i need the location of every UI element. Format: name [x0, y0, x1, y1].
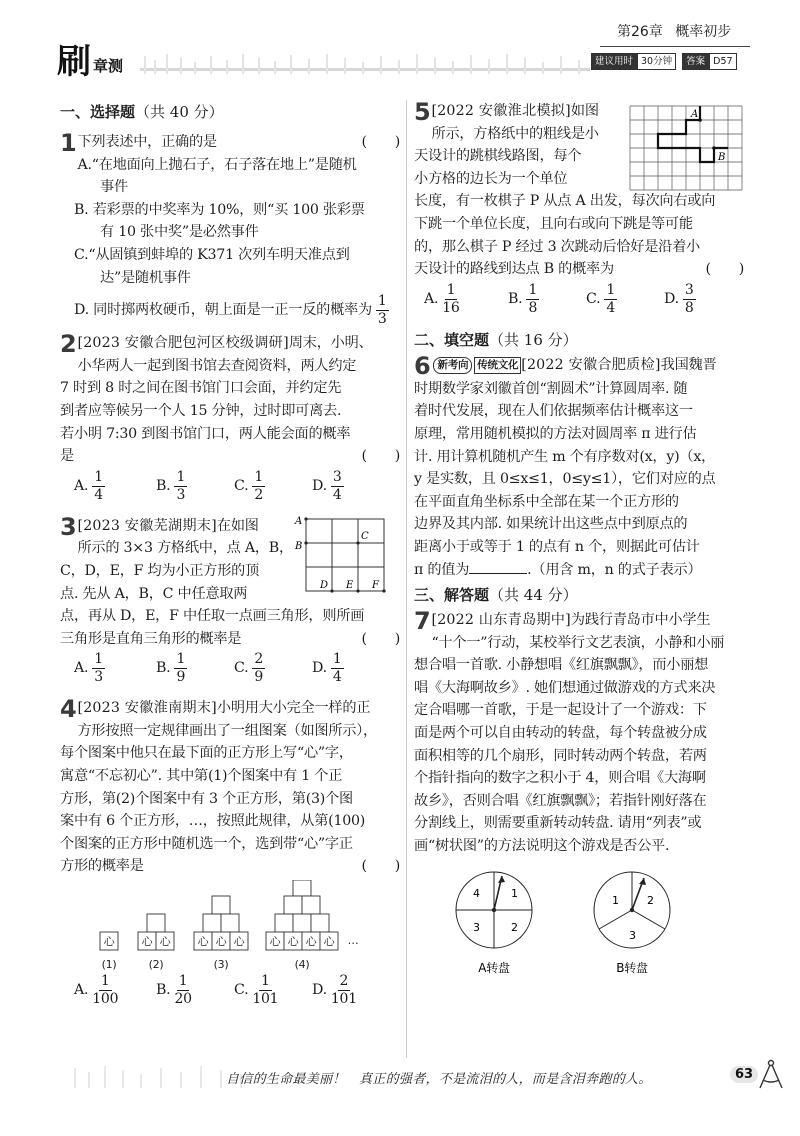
option-b: B. $\frac{1}{8}$ — [508, 281, 538, 316]
svg-text:心: 心 — [233, 935, 245, 949]
svg-text:1: 1 — [511, 886, 518, 900]
question-number: 1 — [60, 129, 77, 157]
option-b: B. $\frac{1}{20}$ — [156, 973, 192, 1008]
option-c: C. $\frac{1}{101}$ — [234, 973, 279, 1008]
logo-main: 刷 — [57, 42, 91, 82]
question-6: 6 新考向 传统文化 [2022 安徽合肥质检] 我国魏晋 时期数学家刘徽首创“割圆术”计算圆周率. 随 着时代发展，现在人们依据频率估计概率这一 原理，常用随机模拟的方法对圆周率 π 进行估 计. 用计算机随机产生 m 个有序数对(x，y)（x， y 是实数，且 0≤x≤1，0≤y≤1），它们对应的点 在平面直角坐标系中全部在某一个正方形的 边界及其内部. 如果统计出这些点中到原点的 距离小于或等于 1 的点有 n 个，则据此可估计 π 的值为 .（用含 m，n 的式子表示） — [414, 351, 717, 578]
svg-text:1: 1 — [612, 893, 619, 907]
svg-text:心: 心 — [323, 935, 335, 949]
option-b: B. $\frac{1}{9}$ — [156, 651, 186, 686]
left-column — [60, 100, 400, 1017]
time-box — [591, 53, 737, 70]
page-number: 63 — [730, 1066, 758, 1083]
question-number: 5 — [414, 98, 431, 126]
question-number: 4 — [60, 695, 77, 724]
column-divider — [406, 100, 407, 1058]
svg-text:3: 3 — [629, 928, 636, 942]
svg-text:2: 2 — [511, 920, 518, 934]
answer-blank[interactable] — [469, 560, 527, 574]
grid-label-a: A — [295, 515, 302, 527]
fig-label-2: (2) — [148, 958, 164, 972]
svg-text:心: 心 — [141, 935, 153, 949]
option-a: A. $\frac{1}{4}$ — [74, 468, 103, 503]
time-value: 30分钟 — [637, 53, 676, 70]
header-rule — [600, 46, 750, 47]
option-c: C.“从固镇到蚌埠的 K371 次列车明天准点到 — [74, 246, 350, 263]
fig-label-4: (4) — [294, 958, 310, 972]
question-number: 3 — [60, 512, 77, 541]
compass-icon — [755, 1058, 787, 1092]
header-strip-pattern — [140, 52, 590, 78]
option-d: D. 同时掷两枚硬币，朝上面是一正一反的概率为 $\frac{1}{3}$ — [74, 293, 387, 328]
option-a: A. $\frac{1}{16}$ — [424, 281, 460, 316]
svg-text:心: 心 — [215, 935, 227, 949]
options — [60, 469, 400, 513]
svg-text:4: 4 — [473, 886, 480, 900]
option-c: C. $\frac{1}{4}$ — [586, 281, 616, 316]
question-source: [2023 安徽淮南期末] — [77, 700, 217, 717]
spinner-b-label: B转盘 — [616, 960, 648, 975]
answer-page: D57 — [709, 53, 736, 70]
tag-culture: 传统文化 — [474, 357, 521, 374]
point-a-label: A — [691, 109, 698, 120]
grid-label-d: D — [320, 579, 328, 591]
svg-text:心: 心 — [159, 935, 171, 949]
logo — [57, 44, 123, 80]
checker-path-grid — [628, 104, 744, 192]
question-source: [2023 安徽合肥包河区校级调研] — [77, 335, 289, 352]
options — [60, 651, 400, 695]
question-source: [2022 安徽合肥质检] — [521, 357, 661, 374]
svg-text:心: 心 — [197, 935, 209, 949]
chapter-title — [617, 21, 731, 41]
question-number: 2 — [60, 330, 77, 359]
spinner-figure — [420, 866, 720, 996]
option-a: A. $\frac{1}{100}$ — [74, 973, 119, 1008]
tag-new: 新考向 — [433, 357, 472, 374]
pattern-figure — [60, 880, 360, 972]
footer-motto: 自信的生命最美丽！ 真正的强者，不是流泪的人，而是含泪奔跑的人。 — [226, 1072, 652, 1087]
option-c: C. $\frac{2}{9}$ — [234, 651, 264, 686]
option-d: D. $\frac{3}{4}$ — [312, 468, 342, 503]
question-2: 2 [2023 安徽合肥包河区校级调研]周末，小明、 小华两人一起到图书馆去查阅资料，两人约定 7 时到 8 时之间在图书馆门口会面，并约定先 到者应等候另一个人 15 分钟，过时即可离去. 若小明 7:30 到图书馆门口，两人能会面的概率 是 ( ) A. $\frac{1}{4}$ B. $\frac{1}{3}$ C. $\frac{1}{2}$ D. $\frac{3}{4}$ — [60, 332, 400, 513]
question-4: 4 [2023 安徽淮南期末]小明用大小完全一样的正 方形按照一定规律画出了一组图案（如图所示）， 每个图案中他只在最下面的正方形上写“心”字， 寓意“不忘初心”. 其中第(1)个图案中有 1 个正 方形，第(2)个图案中有 3 个正方形，第(3)个图 案中有 6 个正方形，…，按照此规律，从第(100) 个图案的正方形中随机选一个，选到带“心”字正 方形的概率是 ( ) 心 心 心 心 心 心 心 心 心 心 … (1) (2) (3) (4) A. $\frac{1}{100}$ B. $\frac{1}{20}$ C. $\frac{1}{101}$ D. $\frac{2}{101}$ — [60, 697, 400, 1017]
svg-text:心: 心 — [103, 935, 115, 949]
svg-text:心: 心 — [287, 935, 299, 949]
svg-text:3: 3 — [473, 920, 480, 934]
ellipsis: … — [347, 934, 359, 948]
option-a: A.“在地面向上抛石子，石子落在地上”是随机 — [77, 156, 357, 173]
question-3: A B C D E F 3 [2023 安徽芜湖期末]在如图 所示的 3×3 方格纸中，点 A，B， C，D，E，F 均为小正方形的顶 点. 先从 A，B，C 中任意取两 点，再从 D，E，F 中任取一点画三角形，则所画 三角形是直角三角形的概率是 ( ) A. $\frac{1}{3}$ B. $\frac{1}{9}$ C. $\frac{2}{9}$ D. $\frac{1}{4}$ — [60, 515, 400, 696]
question-source: [2022 安徽淮北模拟] — [431, 103, 571, 119]
grid-label-f: F — [372, 579, 379, 591]
option-b: B. 若彩票的中奖率为 10%，则“买 100 张彩票 — [74, 201, 365, 218]
question-number: 7 — [414, 607, 431, 636]
grid-label-b: B — [295, 540, 303, 552]
spinner-b — [594, 872, 670, 975]
logo-sub: 章测 — [93, 57, 124, 75]
time-label: 建议用时 — [591, 53, 637, 70]
options — [60, 973, 400, 1017]
point-b-label: B — [718, 152, 726, 163]
option-d: D. $\frac{3}{8}$ — [664, 281, 694, 316]
question-1: 1 下列表述中，正确的是 ( ) A.“在地面向上抛石子，石子落在地上”是随机 事件 B. 若彩票的中奖率为 10%，则“买 100 张彩票 有 10 张中奖”是必然事件 C.“从固镇到蚌埠的 K371 次列车明天准点到 达”是随机事件 D. 同时掷两枚硬币，朝上面是一正一反的概率为 $\frac{1}{3}$ — [60, 129, 400, 328]
svg-text:心: 心 — [269, 935, 281, 949]
chapter-topic: 概率初步 — [675, 24, 732, 40]
grid-figure-3x3 — [290, 515, 388, 597]
right-column — [414, 100, 744, 996]
fig-label-1: (1) — [101, 958, 117, 972]
section-choice: 一、选择题（共 40 分） — [60, 103, 224, 121]
question-7: 7 [2022 山东青岛期中]为践行青岛市中小学生 “十个一”行动，某校举行文艺表演，小静和小丽 想合唱一首歌. 小静想唱《红旗飘飘》，而小丽想 唱《大海啊故乡》. 她们想通过做游戏的方式来决 定合唱哪一首歌，于是一起设计了一个游戏：下 面是两个可以自由转动的转盘，每个转盘被分成 面积相等的几个扇形，同时转动两个转盘，若两 个指针指向的数字之积小于 4，则合唱《大海啊 故乡》，否则合唱《红旗飘飘》；若指针刚好落在 分割线上，则需要重新转动转盘. 请用“列表”或 画“树状图”的方法说明这个游戏是否公平. 4 1 3 2 A转盘 1 2 3 B转盘 — [414, 609, 744, 996]
option-a: A. $\frac{1}{3}$ — [74, 651, 103, 686]
question-source: [2023 安徽芜湖期末] — [77, 517, 217, 534]
option-c: C. $\frac{1}{2}$ — [234, 468, 264, 503]
svg-text:2: 2 — [647, 893, 654, 907]
section-answer: 三、解答题（共 44 分） — [414, 586, 578, 605]
grid-label-c: C — [361, 530, 369, 542]
option-b: B. $\frac{1}{3}$ — [156, 468, 186, 503]
option-d: D. $\frac{2}{101}$ — [312, 973, 357, 1008]
question-number: 6 — [414, 351, 431, 380]
svg-text:心: 心 — [305, 935, 317, 949]
spinner-a — [456, 872, 532, 975]
question-5: A B 5 [2022 安徽淮北模拟]如图 所示，方格纸中的粗线是小 天设计的跳棋线路图，每个 小方格的边长为一个单位 长度，有一枚棋子 P 从点 A 出发，每次向右或向 下跳一个单位长度，且向右或向下跳是等可能 的，那么棋子 P 经过 3 次跳动后恰好是沿着小 天设计的路线到达点 B 的概率为 ( ) A. $\frac{1}{16}$ B. $\frac{1}{8}$ C. $\frac{1}{4}$ D. $\frac{3}{8}$ — [414, 100, 744, 326]
section-fill: 二、填空题（共 16 分） — [414, 330, 578, 349]
answer-label: 答案 — [682, 53, 709, 70]
chapter-number: 第26章 — [617, 24, 663, 40]
grid-label-e: E — [346, 579, 354, 591]
question-source: [2022 山东青岛期中] — [431, 612, 571, 629]
options — [414, 282, 744, 326]
option-d: D. $\frac{1}{4}$ — [312, 651, 342, 686]
fig-label-3: (3) — [213, 958, 229, 972]
spinner-a-label: A转盘 — [478, 960, 510, 975]
